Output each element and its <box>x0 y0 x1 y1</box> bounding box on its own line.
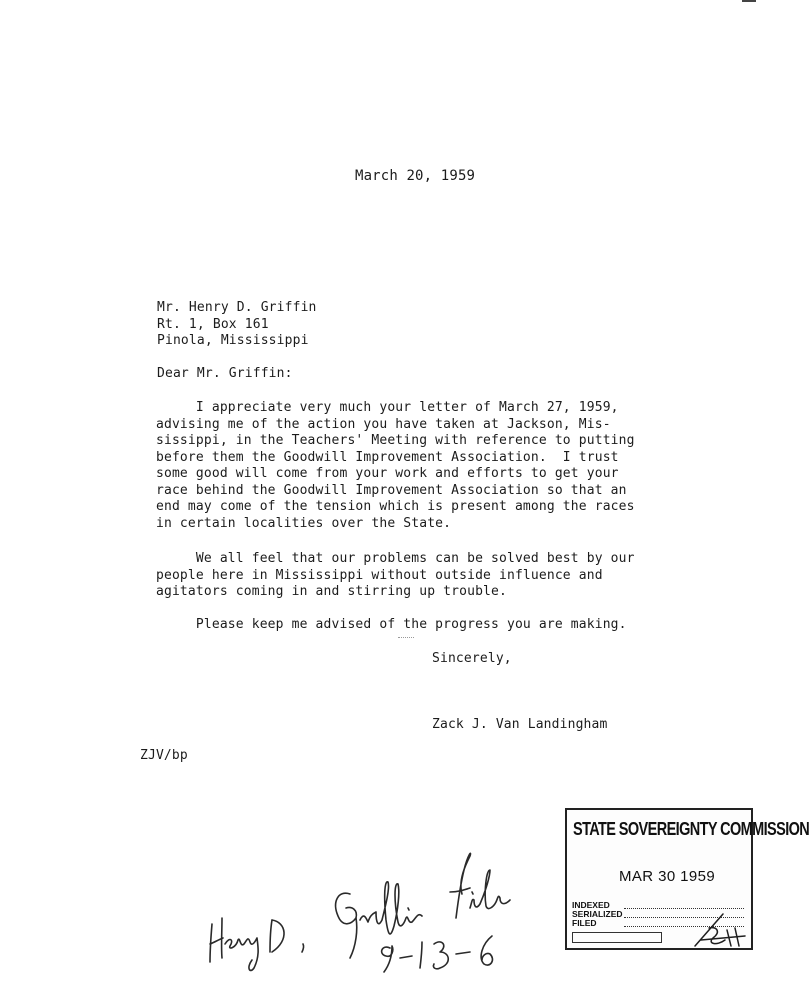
paragraph-line: advising me of the action you have taken at Jackson, Mis- <box>156 416 611 432</box>
salutation: Dear Mr. Griffin: <box>157 366 293 381</box>
state-sovereignty-commission-stamp <box>565 808 809 950</box>
stamp-initials-scribble <box>687 910 751 950</box>
body-paragraph-2 <box>156 551 635 601</box>
stamp-indexed-label: INDEXED <box>572 900 610 910</box>
paragraph-line: in certain localities over the State. <box>156 515 452 531</box>
paragraph-line: end may come of the tension which is present among the races <box>156 499 635 514</box>
letter-date: March 20, 1959 <box>355 168 476 184</box>
scan-mark <box>742 0 756 6</box>
paragraph-line: some good will come from your work and efforts to get your <box>156 466 619 481</box>
paragraph-line: before them the Goodwill Improvement Association. I trust <box>156 449 619 465</box>
stamp-filed-label: FILED <box>572 918 597 928</box>
body-paragraph-3: Please keep me advised of the progress you are making. <box>156 617 627 632</box>
body-paragraph-1 <box>156 400 635 532</box>
handwritten-note <box>200 840 530 984</box>
recipient-city: Pinola, Mississippi <box>157 333 309 348</box>
signature-name: Zack J. Van Landingham <box>432 717 608 732</box>
paragraph-line: We all feel that our problems can be solved best by our <box>156 551 635 566</box>
paragraph-line: agitators coming in and stirring up trouble. <box>156 584 507 599</box>
paragraph-line: race behind the Goodwill Improvement Association so that an <box>156 482 627 498</box>
typist-initials: ZJV/bp <box>140 748 188 763</box>
scan-mark <box>398 637 414 639</box>
stamp-title: STATE SOVEREIGNTY COMMISSION <box>573 820 809 840</box>
handwriting-strokes <box>200 840 530 980</box>
stamp-box <box>572 932 662 943</box>
closing: Sincerely, <box>432 651 512 666</box>
paragraph-line: I appreciate very much your letter of March 27, 1959, <box>156 400 619 415</box>
stamp-date: MAR 30 1959 <box>619 868 716 885</box>
recipient-route: Rt. 1, Box 161 <box>157 316 269 332</box>
recipient-name: Mr. Henry D. Griffin <box>157 300 317 315</box>
paragraph-line: sissippi, in the Teachers' Meeting with reference to putting <box>156 433 635 448</box>
stamp-serialized-label: SERIALIZED <box>572 909 623 919</box>
paragraph-line: people here in Mississippi without outside influence and <box>156 567 603 583</box>
recipient-address <box>157 300 317 350</box>
